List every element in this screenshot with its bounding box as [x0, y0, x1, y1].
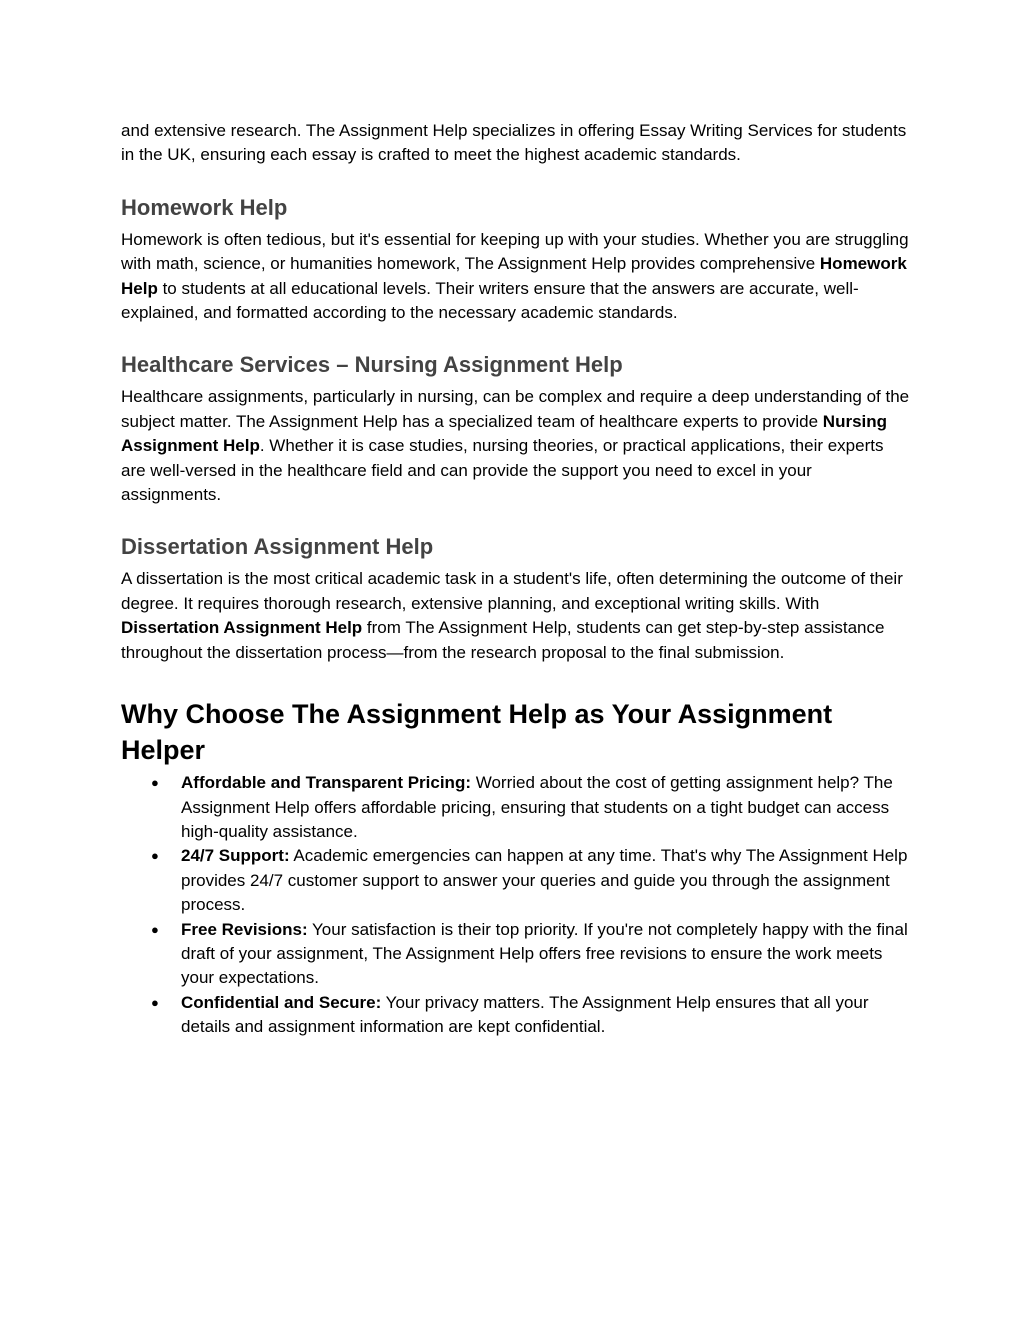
bold-term: Dissertation Assignment Help: [121, 618, 363, 638]
list-item-text: Your satisfaction is their top priority. If you're not completely happy with the final draft of your assignment, The Assignment Help offers free revisions to ensure the work meets your expectations.: [181, 919, 908, 988]
bullet-icon: ●: [151, 994, 159, 1010]
nursing-help-heading: Healthcare Services – Nursing Assignment Help: [121, 352, 623, 378]
list-item-title: 24/7 Support:: [181, 846, 290, 866]
nursing-help-paragraph: [121, 385, 911, 507]
list-item: [121, 771, 911, 844]
bullet-icon: ●: [151, 848, 159, 864]
list-item-text: Worried about the cost of getting assignment help? The Assignment Help offers affordable pricing, ensuring that students on a tight budget can access high-quality assistance.: [181, 773, 893, 841]
why-choose-heading: Why Choose The Assignment Help as Your Assignment Helper: [121, 699, 833, 765]
paragraph-text: . Whether it is case studies, nursing theories, or practical applications, their experts are well-versed in the healthcare field and can provide the support you need to excel in your assignments.: [121, 436, 884, 505]
dissertation-help-paragraph: [121, 567, 911, 665]
paragraph-text: from The Assignment Help, students can get step-by-step assistance throughout the dissertation process—from the research proposal to the final submission.: [121, 618, 885, 662]
paragraph-text: Healthcare assignments, particularly in nursing, can be complex and require a deep understanding of the subject matter. The Assignment Help has a specialized team of healthcare experts to provide: [121, 387, 910, 431]
bold-term: Nursing Assignment Help: [121, 411, 888, 456]
paragraph-text: Homework is often tedious, but it's essential for keeping up with your studies. Whether you are struggling with math, science, or humanities homework, The Assignment Help provides comprehensive: [121, 229, 909, 274]
paragraph-text: to students at all educational levels. Their writers ensure that the answers are accurate, well-explained, and formatted according to the necessary academic standards.: [121, 278, 859, 323]
list-item-text: Academic emergencies can happen at any time. That's why The Assignment Help provides 24/7 customer support to answer your queries and guide you through the assignment process.: [181, 846, 908, 915]
list-item-title: Confidential and Secure:: [181, 992, 382, 1012]
list-item: [121, 844, 911, 917]
why-choose-list: [121, 771, 911, 1039]
list-item: [121, 918, 911, 991]
paragraph-text: A dissertation is the most critical academic task in a student's life, often determining the outcome of their degree. It requires thorough research, extensive planning, and exceptional writing skills. With: [121, 569, 903, 613]
homework-help-paragraph: [121, 228, 911, 326]
document-page: [121, 119, 911, 1040]
list-item-title: Free Revisions:: [181, 919, 308, 939]
list-item-title: Affordable and Transparent Pricing:: [181, 773, 471, 793]
bullet-icon: ●: [151, 921, 159, 937]
bullet-icon: ●: [151, 775, 159, 791]
intro-paragraph: and extensive research. The Assignment Help specializes in offering Essay Writing Services for students in the UK, ensuring each essay is crafted to meet the highest academic standards.: [121, 121, 907, 165]
list-item-text: Your privacy matters. The Assignment Help ensures that all your details and assignment information are kept confidential.: [181, 992, 869, 1037]
dissertation-help-heading: Dissertation Assignment Help: [121, 534, 434, 560]
list-item: [121, 991, 911, 1040]
bold-term: Homework Help: [121, 254, 907, 298]
homework-help-heading: Homework Help: [121, 194, 288, 220]
